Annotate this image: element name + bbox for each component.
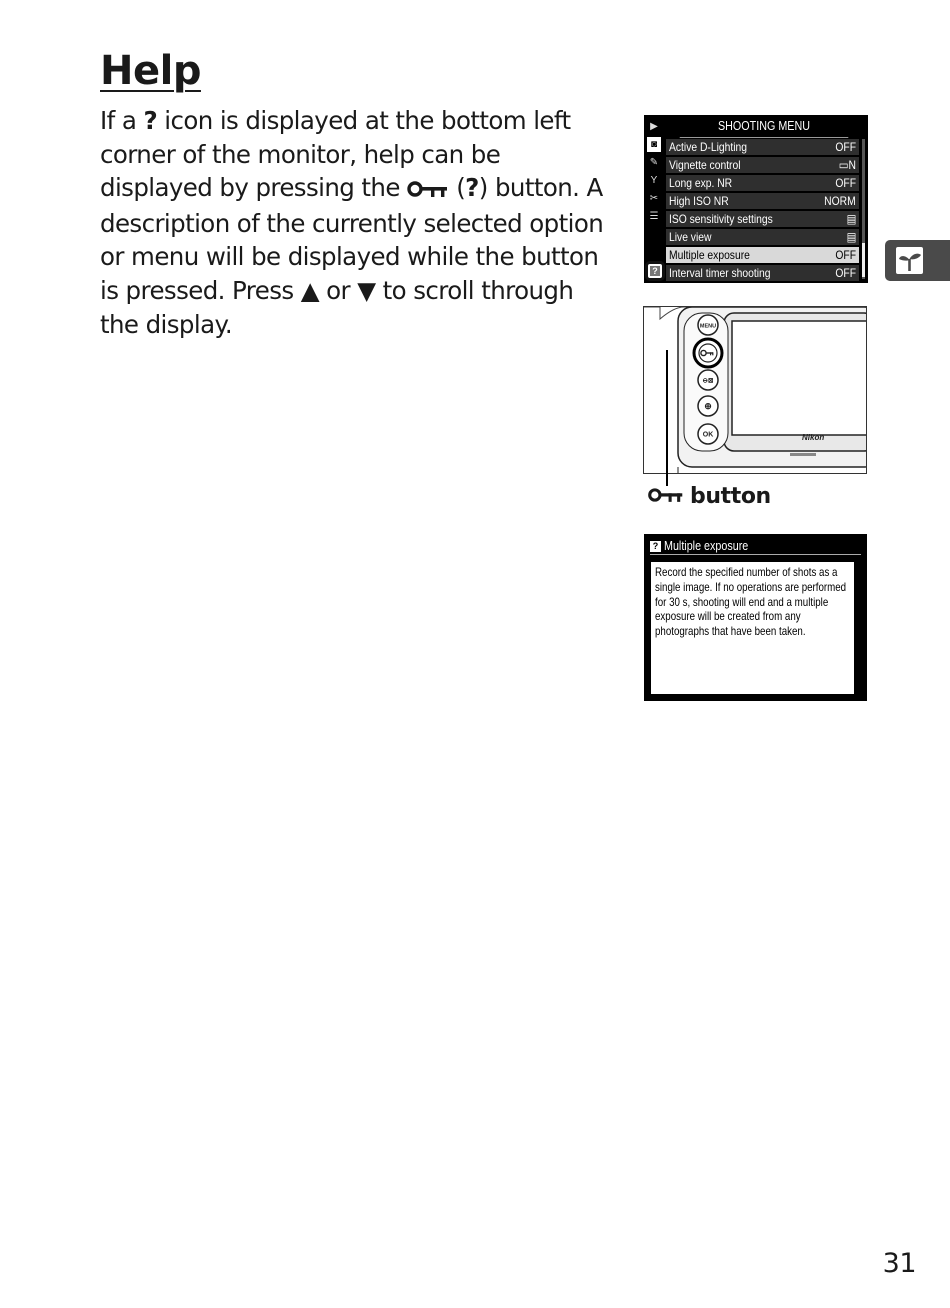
menu-tabs	[646, 119, 664, 227]
help-display-screen	[644, 534, 867, 701]
shooting-menu-icon: ◙	[647, 137, 661, 152]
menu-row-value: NORM	[824, 194, 856, 208]
menu-row-label: High ISO NR	[669, 194, 729, 208]
menu-row[interactable]	[666, 247, 859, 263]
button-caption-text: button	[690, 484, 771, 509]
text-segment: to scroll through the display.	[100, 275, 574, 339]
menu-row[interactable]	[666, 139, 859, 155]
menu-row-value: OFF	[835, 266, 856, 280]
help-icon	[645, 261, 665, 281]
menu-row-label: Active D-Lighting	[669, 140, 748, 154]
menu-row[interactable]	[666, 157, 859, 173]
setup-menu-icon: Y	[650, 175, 658, 186]
menu-row[interactable]	[666, 265, 859, 281]
menu-row-label: Vignette control	[669, 158, 741, 172]
menu-button-label: MENU	[699, 323, 717, 330]
my-menu-icon: ☰	[649, 211, 659, 222]
text-segment: If a	[100, 106, 144, 135]
help-title: Multiple exposure	[664, 539, 749, 553]
menu-header: SHOOTING MENU	[680, 115, 849, 138]
help-icon-glyph: ?	[143, 106, 158, 135]
text-segment: (	[449, 173, 466, 203]
custom-settings-icon: ✎	[649, 157, 659, 168]
menu-row-value: ▭N	[838, 158, 856, 172]
ok-button-label: OK	[702, 431, 714, 439]
menu-row[interactable]	[666, 211, 859, 227]
nikon-brand: Nikon	[802, 433, 825, 442]
down-arrow-icon: ▼	[357, 275, 376, 305]
help-description-paragraph	[100, 104, 610, 341]
text-segment: or	[318, 275, 358, 305]
text-segment: icon is displayed at the bottom left corner of the monitor, help can be displayed by pressing the	[100, 106, 571, 203]
help-body-text: Record the specified number of shots as a single image. If no operations are performed for 30 s, shooting will end and a multiple exposure will be created from any photographs that have been taken.	[655, 566, 847, 639]
menu-row-value: OFF	[835, 176, 856, 190]
text-segment: ) button. A description of the currently selected option or menu will be displayed while the button is pressed. Press	[100, 173, 604, 305]
menu-row[interactable]	[666, 193, 859, 209]
chapter-tab	[885, 240, 950, 281]
camera-drawing	[644, 307, 867, 474]
first-steps-icon	[896, 247, 923, 274]
menu-row-value: ▤	[846, 212, 856, 226]
menu-row-value: OFF	[835, 248, 856, 262]
help-icon: ?	[650, 541, 661, 552]
button-caption	[648, 484, 771, 509]
menu-row-value: OFF	[835, 140, 856, 154]
zoom-out-button-label: ⊖⊠	[702, 377, 714, 385]
protect-key-icon	[407, 173, 449, 207]
protect-key-icon	[648, 484, 684, 509]
up-arrow-icon: ▲	[300, 275, 319, 305]
shooting-menu-screen	[644, 115, 868, 283]
page-title: Help	[100, 48, 201, 94]
playback-menu-icon: ▶	[650, 121, 658, 132]
help-body	[651, 562, 854, 694]
zoom-in-button-label: ⊕	[704, 401, 712, 411]
menu-row-label: Multiple exposure	[669, 248, 750, 262]
scrollbar-thumb	[862, 243, 865, 277]
menu-item-list	[666, 139, 859, 283]
help-icon-glyph: ?	[465, 173, 479, 203]
help-title-bar	[650, 538, 861, 555]
menu-row-value: ▤	[846, 230, 856, 244]
menu-row[interactable]	[666, 229, 859, 245]
camera-back-illustration	[643, 306, 867, 474]
menu-row-label: Live view	[669, 230, 712, 244]
retouch-menu-icon: ✂	[649, 193, 659, 204]
menu-row-label: Long exp. NR	[669, 176, 733, 190]
menu-row[interactable]	[666, 175, 859, 191]
callout-line	[666, 350, 668, 486]
page-number: 31	[882, 1248, 916, 1279]
menu-row-label: ISO sensitivity settings	[669, 212, 773, 226]
help-icon-glyph: ?	[650, 266, 660, 276]
menu-scrollbar	[862, 139, 865, 279]
menu-row-label: Interval timer shooting	[669, 266, 771, 280]
